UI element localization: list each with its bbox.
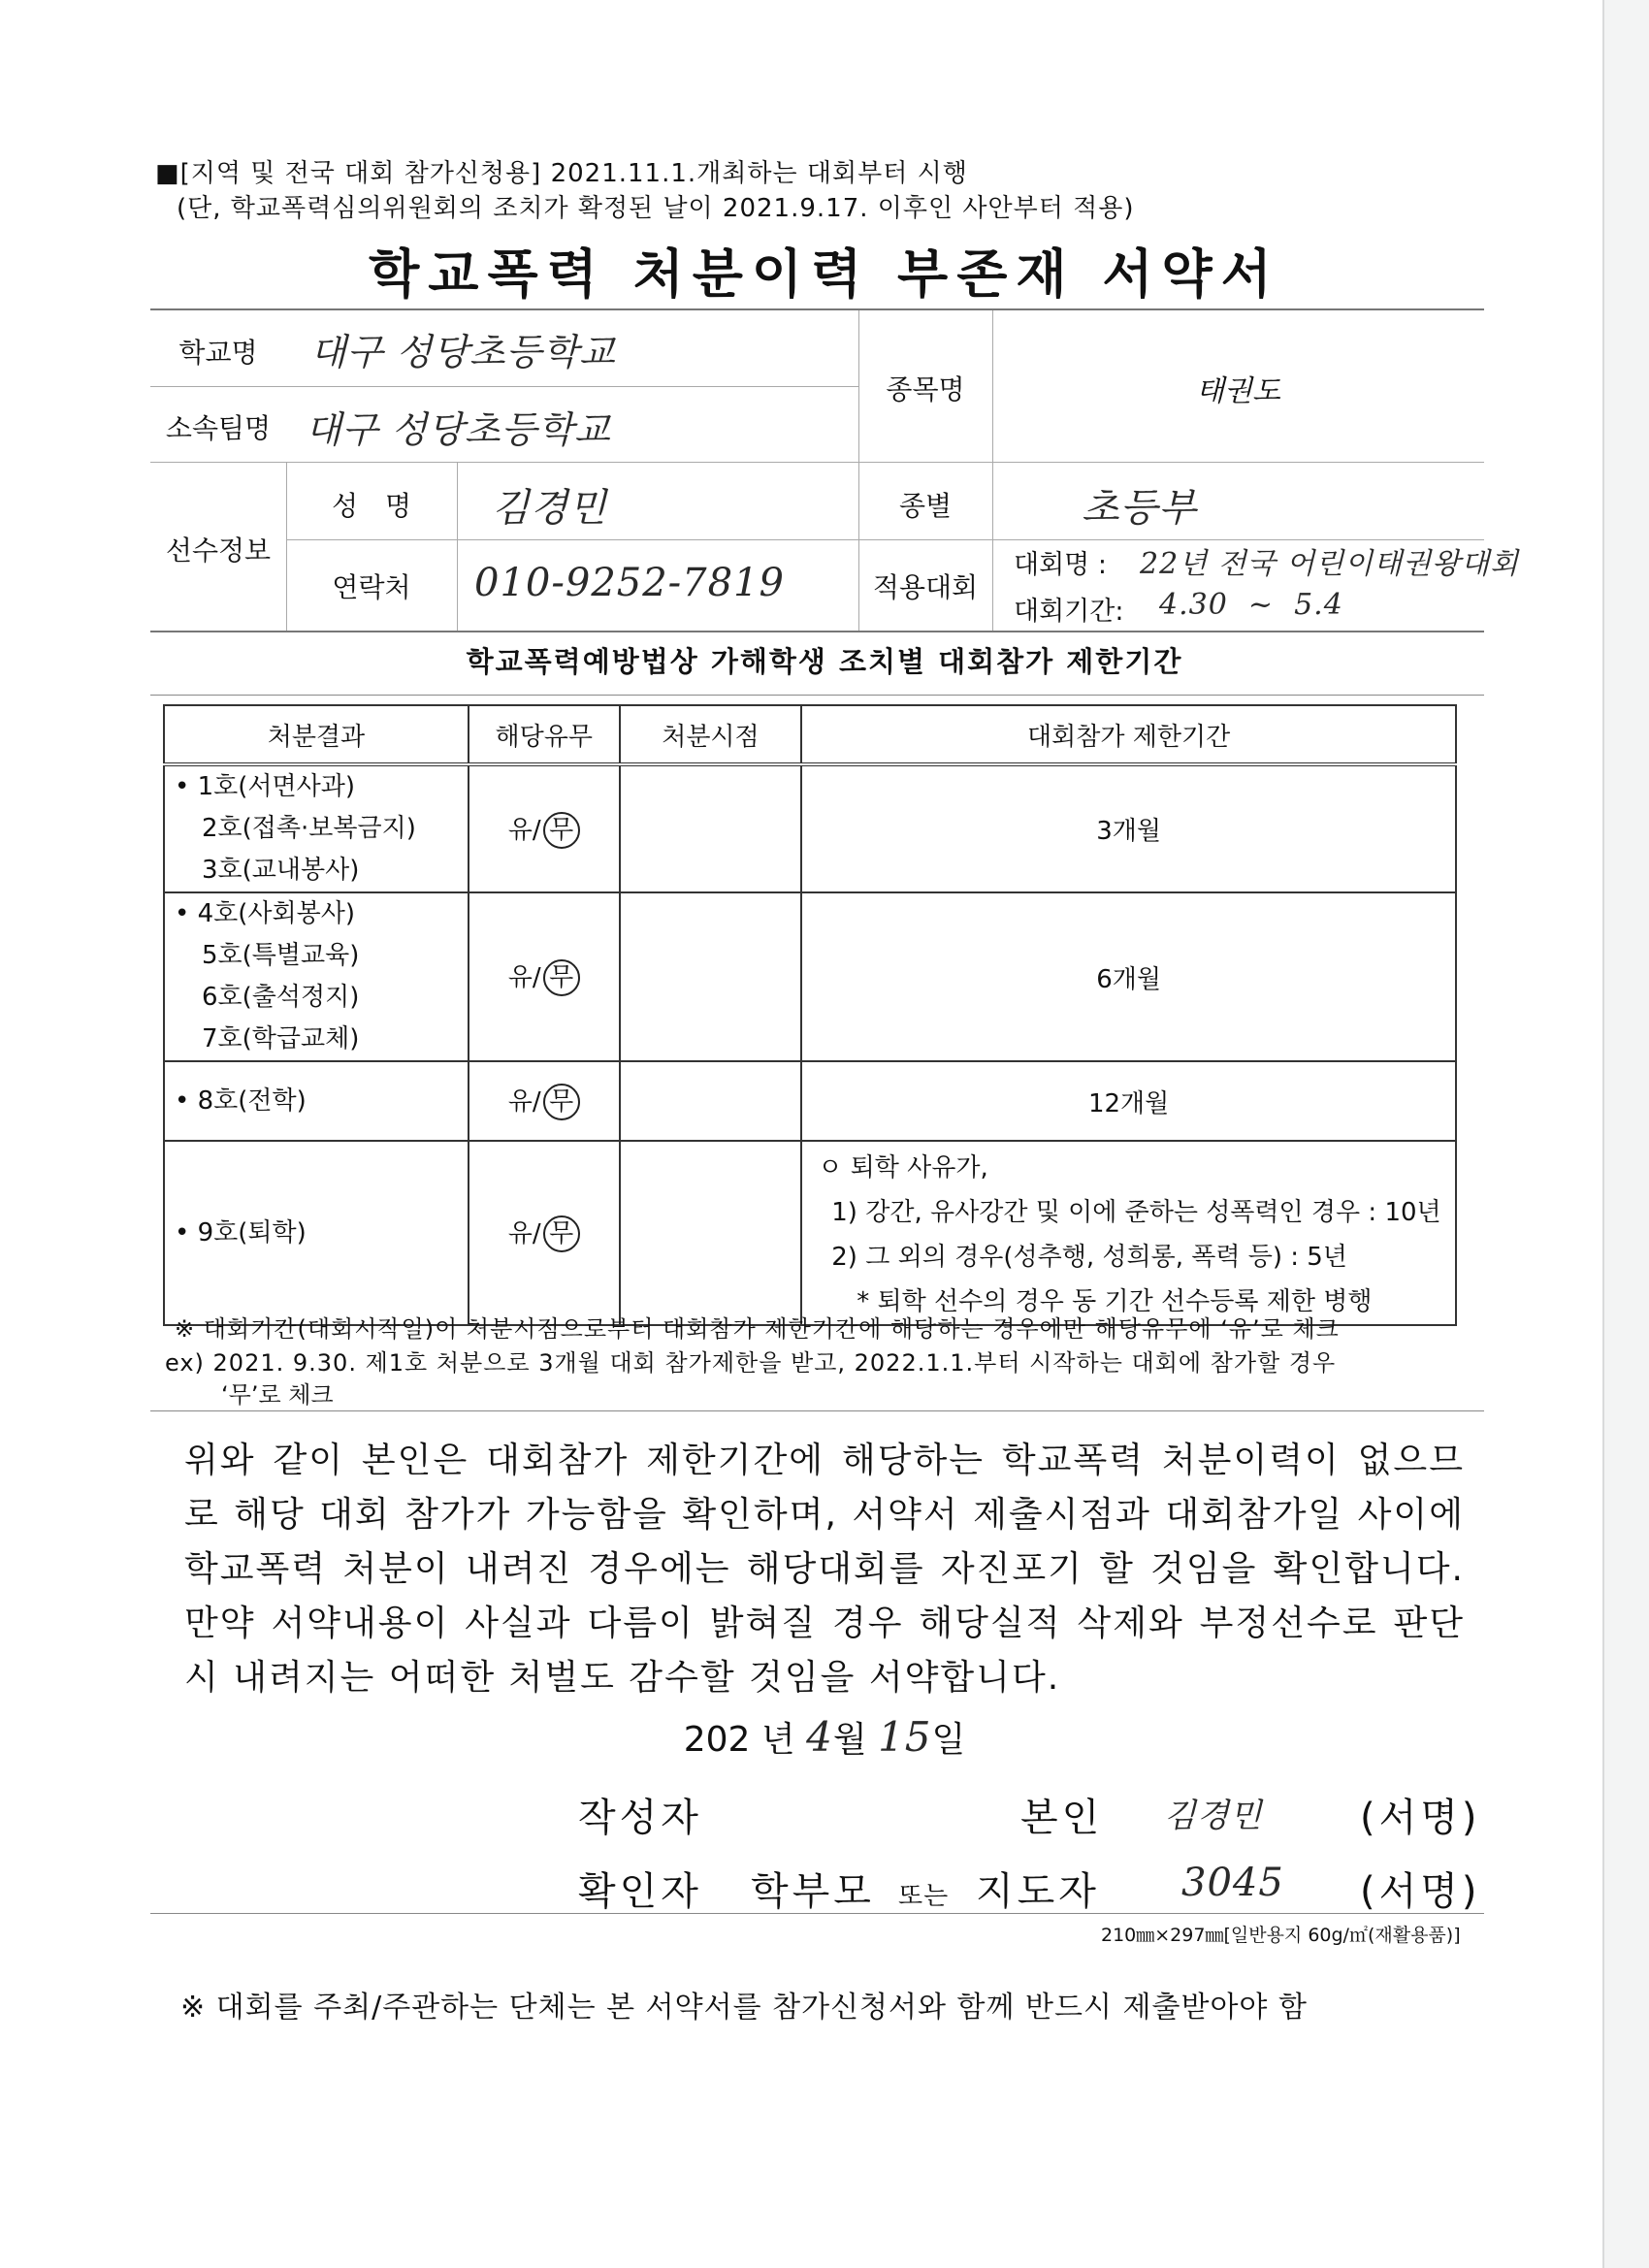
expulsion-reason-heading: ㅇ 퇴학 사유가, [818, 1153, 988, 1183]
self-label: 본인 [1020, 1796, 1104, 1840]
parent-label: 학부모 [751, 1869, 875, 1914]
comp-period-value: 4.30 ~ 5.4 [1159, 588, 1343, 622]
yes-option: 유 [507, 1087, 533, 1117]
disposition-date-cell [620, 1141, 802, 1325]
school-value: 대구 성당초등학교 [310, 331, 616, 373]
divider [150, 695, 1484, 696]
applicable-cell: 유/ 무 [469, 1141, 620, 1325]
table-row [164, 1141, 1456, 1325]
contact-label: 연락처 [332, 571, 411, 603]
applicable-cell: 유/ 무 [469, 1061, 620, 1141]
team-label: 소속팀명 [165, 412, 272, 444]
date-year-suffix: 년 [760, 1720, 795, 1760]
col-header-result: 처분결과 [164, 705, 469, 764]
pledge-date [0, 1712, 1649, 1762]
name-value: 김경민 [492, 486, 607, 531]
date-month-suffix: 월 [832, 1720, 867, 1760]
sport-value: 태권도 [1196, 374, 1280, 408]
competition-label: 적용대회 [872, 571, 979, 603]
page-title: 학교폭력 처분이력 부존재 서약서 [369, 243, 1280, 305]
footnote-1: ※ 대회기간(대회시작일)이 처분시점으로부터 대회참가 제한기간에 해당하는 경우에만 해당유무에 ‘유’로 체크 [175, 1315, 1340, 1343]
result-item: 5호(특별교육) [202, 941, 360, 970]
period-cell: 12개월 [801, 1061, 1456, 1141]
result-item: 2호(접촉·보복금지) [202, 814, 416, 843]
yes-option: 유 [507, 1219, 533, 1248]
col-header-applicable: 해당유무 [469, 705, 620, 764]
result-item: • 8호(전학) [175, 1085, 307, 1116]
col-header-disposition-date: 처분시점 [620, 705, 802, 764]
result-item: • 4호(사회봉사) [175, 899, 356, 928]
notice-line-2: (단, 학교폭력심의위원회의 조치가 확정된 날이 2021.9.17. 이후인 사안부터 적용) [177, 194, 1135, 223]
coach-sign-label: (서명) [1360, 1869, 1481, 1914]
writer-label: 작성자 [578, 1796, 702, 1840]
athlete-info-table [150, 308, 1520, 632]
disposition-date-cell [620, 892, 802, 1061]
result-item: 6호(출석정지) [202, 983, 360, 1012]
applicable-cell: 유/ 무 [469, 764, 620, 892]
athlete-info-label: 선수정보 [165, 535, 272, 567]
date-day-value: 15 [878, 1713, 932, 1761]
team-value: 대구 성당초등학교 [306, 408, 611, 451]
expulsion-reason-note: * 퇴학 선수의 경우 동 기간 선수등록 제한 병행 [857, 1287, 1373, 1316]
restriction-table [163, 704, 1457, 1326]
table-row [164, 1061, 1456, 1141]
applicable-cell: 유/ 무 [469, 892, 620, 1061]
paper-spec: 210㎜×297㎜[일반용지 60g/㎡(재활용품)] [1101, 1925, 1461, 1946]
disposition-date-cell [620, 764, 802, 892]
result-item: • 9호(퇴학) [175, 1217, 307, 1247]
disposition-date-cell [620, 1061, 802, 1141]
result-item: 3호(교내봉사) [202, 856, 360, 885]
date-month-value: 4 [806, 1713, 833, 1761]
notice-line-1: ■[지역 및 전국 대회 참가신청용] 2021.11.1.개최하는 대회부터 시행 [155, 159, 968, 188]
period-cell: 6개월 [801, 892, 1456, 1061]
divider [150, 1410, 1484, 1411]
division-label: 종별 [898, 490, 953, 522]
footnote-3: ‘무’로 체크 [221, 1381, 334, 1409]
scan-page-edge [1602, 0, 1649, 2268]
bottom-note: ※ 대회를 주최/주관하는 단체는 본 서약서를 참가신청서와 함께 반드시 제출받아야 함 [180, 1991, 1308, 2025]
pledge-text: 위와 같이 본인은 대회참가 제한기간에 해당하는 학교폭력 처분이력이 없으므로 해당 대회 참가가 가능함을 확인하며, 서약서 제출시점과 대회참가일 사이에 학교폭력 처분이 내려진 경우에는 해당대회를 자진포기 할 것임을 확인합니다. 만약 서약내용이 사실과 다름이 밝혀질 경우 해당실적 삭제와 부정선수로 판단 시 내려지는 어떠한 처벌도 감수할 것임을 서약합니다. [184, 1441, 1465, 1698]
sport-label: 종목명 [886, 373, 965, 405]
no-option-circled: 무 [543, 959, 580, 996]
school-label: 학교명 [178, 337, 258, 369]
expulsion-reason-2: 2) 그 외의 경우(성추행, 성희롱, 폭력 등) : 5년 [831, 1243, 1347, 1272]
contact-value: 010-9252-7819 [474, 561, 785, 605]
no-option-circled: 무 [543, 812, 580, 849]
expulsion-reason-1: 1) 강간, 유사강간 및 이에 준하는 성폭력인 경우 : 10년 [831, 1198, 1441, 1227]
yes-option: 유 [507, 963, 533, 992]
restriction-table-title: 학교폭력예방법상 가해학생 조치별 대회참가 제한기간 [466, 645, 1183, 678]
footnote-2: ex) 2021. 9.30. 제1호 처분으로 3개월 대회 참가제한을 받고, 2022.1.1.부터 시작하는 대회에 참가할 경우 [165, 1349, 1337, 1377]
period-cell: 3개월 [801, 764, 1456, 892]
divider [150, 1913, 1484, 1914]
self-sign-label: (서명) [1360, 1796, 1481, 1840]
no-option-circled: 무 [543, 1215, 580, 1252]
table-row [164, 764, 1456, 892]
result-item: • 1호(서면사과) [175, 772, 356, 801]
or-label: 또는 [898, 1882, 950, 1911]
table-row [164, 892, 1456, 1061]
comp-period-label: 대회기간: [1014, 597, 1124, 627]
date-year-prefix: 202 [683, 1720, 751, 1760]
yes-option: 유 [507, 815, 533, 845]
self-signature: 김경민 [1164, 1797, 1263, 1835]
comp-name-label: 대회명 : [1014, 550, 1107, 580]
comp-name-value: 22년 전국 어린이태권왕대회 [1140, 547, 1520, 581]
name-label: 성 명 [331, 490, 412, 522]
no-option-circled: 무 [543, 1084, 580, 1120]
date-day-suffix: 일 [931, 1720, 966, 1760]
coach-label: 지도자 [976, 1869, 1100, 1914]
result-item: 7호(학급교체) [202, 1024, 360, 1053]
confirmer-label: 확인자 [578, 1869, 702, 1914]
division-value: 초등부 [1082, 486, 1197, 531]
col-header-restriction-period: 대회참가 제한기간 [801, 705, 1456, 764]
period-cell [801, 1141, 1456, 1325]
coach-signature: 3045 [1181, 1861, 1284, 1905]
